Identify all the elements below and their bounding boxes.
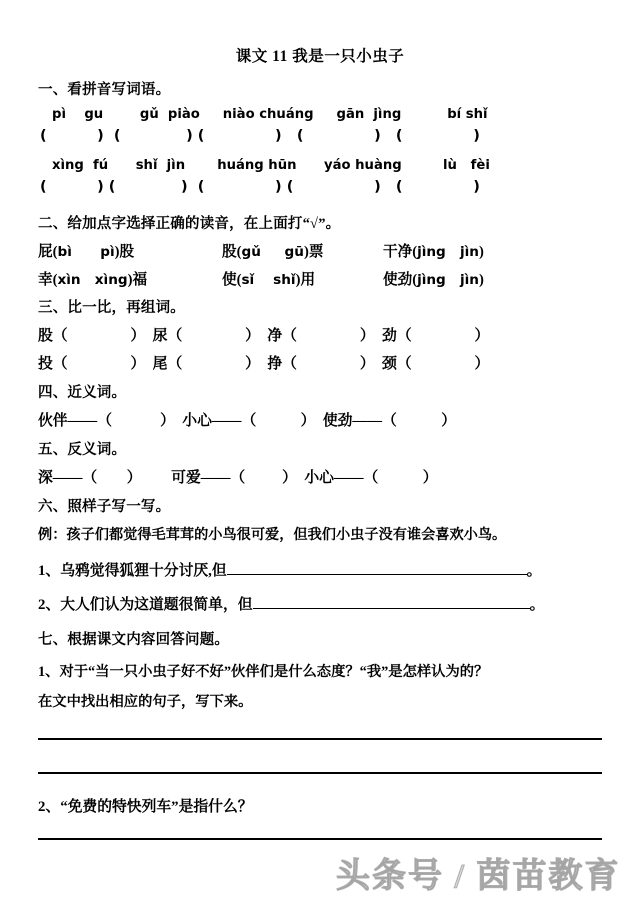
section-1-answer-brackets-row-1[interactable]: ( ) ( ) ( ) ( ) ( ) [40, 128, 480, 144]
hanzi-after: ) [479, 244, 484, 260]
section-2-row-1-item-2[interactable] [222, 240, 323, 261]
section-1-heading: 一、看拼音写词语。 [38, 82, 171, 98]
section-7-heading: 七、根据课文内容回答问题。 [38, 632, 230, 648]
item-suffix: 。 [529, 597, 545, 613]
section-1-pinyin-row-1: pì gu gǔ piào niào chuáng gān jìng bí shǐ [52, 107, 488, 122]
section-3-heading: 三、比一比，再组词。 [38, 300, 185, 316]
section-6-example: 例：孩子们都觉得毛茸茸的小鸟很可爱，但我们小虫子没有谁会喜欢小鸟。 [38, 527, 507, 543]
page-title: 课文 11 我是一只小虫子 [235, 48, 405, 65]
section-2-row-2-item-3[interactable] [383, 268, 484, 289]
section-5-row-1[interactable]: 深——（ ） 可爱——（ ） 小心——（ ） [38, 470, 438, 486]
watermark: 头条号 / 茵苗教育 [336, 858, 621, 895]
hanzi-before: 使劲( [383, 272, 418, 288]
answer-line[interactable] [38, 838, 602, 840]
hanzi-before: 干净( [383, 244, 418, 260]
hanzi-after: )用 [295, 272, 316, 288]
section-4-row-1[interactable]: 伙伴——（ ） 小心——（ ） 使劲——（ ） [38, 413, 457, 429]
section-2-row-1-item-3[interactable] [383, 240, 484, 261]
section-2-row-1-item-1[interactable] [38, 240, 134, 261]
section-1-pinyin-row-2: xìng fú shǐ jìn huáng hūn yáo huàng lù fèi [52, 158, 490, 173]
hanzi-before: 屁( [38, 244, 58, 260]
answer-line[interactable] [38, 772, 602, 774]
item-suffix: 。 [526, 563, 542, 579]
section-2-heading: 二、给加点字选择正确的读音，在上面打“√”。 [38, 216, 341, 232]
section-7-question-2: 2、“免费的特快列车”是指什么？ [38, 799, 253, 815]
section-2-row-2-item-2[interactable] [222, 268, 315, 289]
pinyin-choices[interactable]: sǐ shǐ [241, 272, 296, 288]
hanzi-after: ) [479, 272, 484, 288]
section-5-heading: 五、反义词。 [38, 442, 127, 458]
item-prefix: 1、乌鸦觉得狐狸十分讨厌,但 [38, 563, 227, 579]
section-4-heading: 四、近义词。 [38, 385, 127, 401]
pinyin-choices[interactable]: bì pì [57, 244, 115, 260]
answer-blank[interactable] [227, 560, 527, 575]
section-7-question-1-line-1: 1、对于“当一只小虫子好不好”伙伴们是什么态度？“我”是怎样认为的？ [38, 664, 489, 680]
pinyin-choices[interactable]: jìng jìn [417, 244, 479, 260]
pinyin-choices[interactable]: jìng jìn [417, 272, 479, 288]
pinyin-choices[interactable]: xìn xìng [57, 272, 128, 288]
hanzi-before: 使( [222, 272, 242, 288]
answer-line[interactable] [38, 738, 602, 740]
section-6-item-1[interactable] [38, 559, 541, 580]
hanzi-after: )福 [127, 272, 148, 288]
hanzi-after: )股 [114, 244, 135, 260]
item-prefix: 2、大人们认为这道题很简单，但 [38, 597, 253, 613]
hanzi-before: 股( [222, 244, 242, 260]
section-3-row-2[interactable]: 投（ ） 尾（ ） 挣（ ） 颈（ ） [38, 356, 490, 372]
section-6-heading: 六、照样子写一写。 [38, 499, 171, 515]
section-2-row-2-item-1[interactable] [38, 268, 147, 289]
hanzi-after: )票 [303, 244, 324, 260]
section-3-row-1[interactable]: 股（ ） 尿（ ） 净（ ） 劲（ ） [38, 328, 490, 344]
answer-blank[interactable] [253, 594, 530, 609]
section-1-answer-brackets-row-2[interactable]: ( ) ( ) ( ) ( ) ( ) [40, 179, 480, 195]
section-7-question-1-line-2: 在文中找出相应的句子，写下来。 [38, 694, 253, 710]
section-6-item-2[interactable] [38, 593, 544, 614]
pinyin-choices[interactable]: gǔ gū [241, 244, 304, 260]
hanzi-before: 幸( [38, 272, 58, 288]
